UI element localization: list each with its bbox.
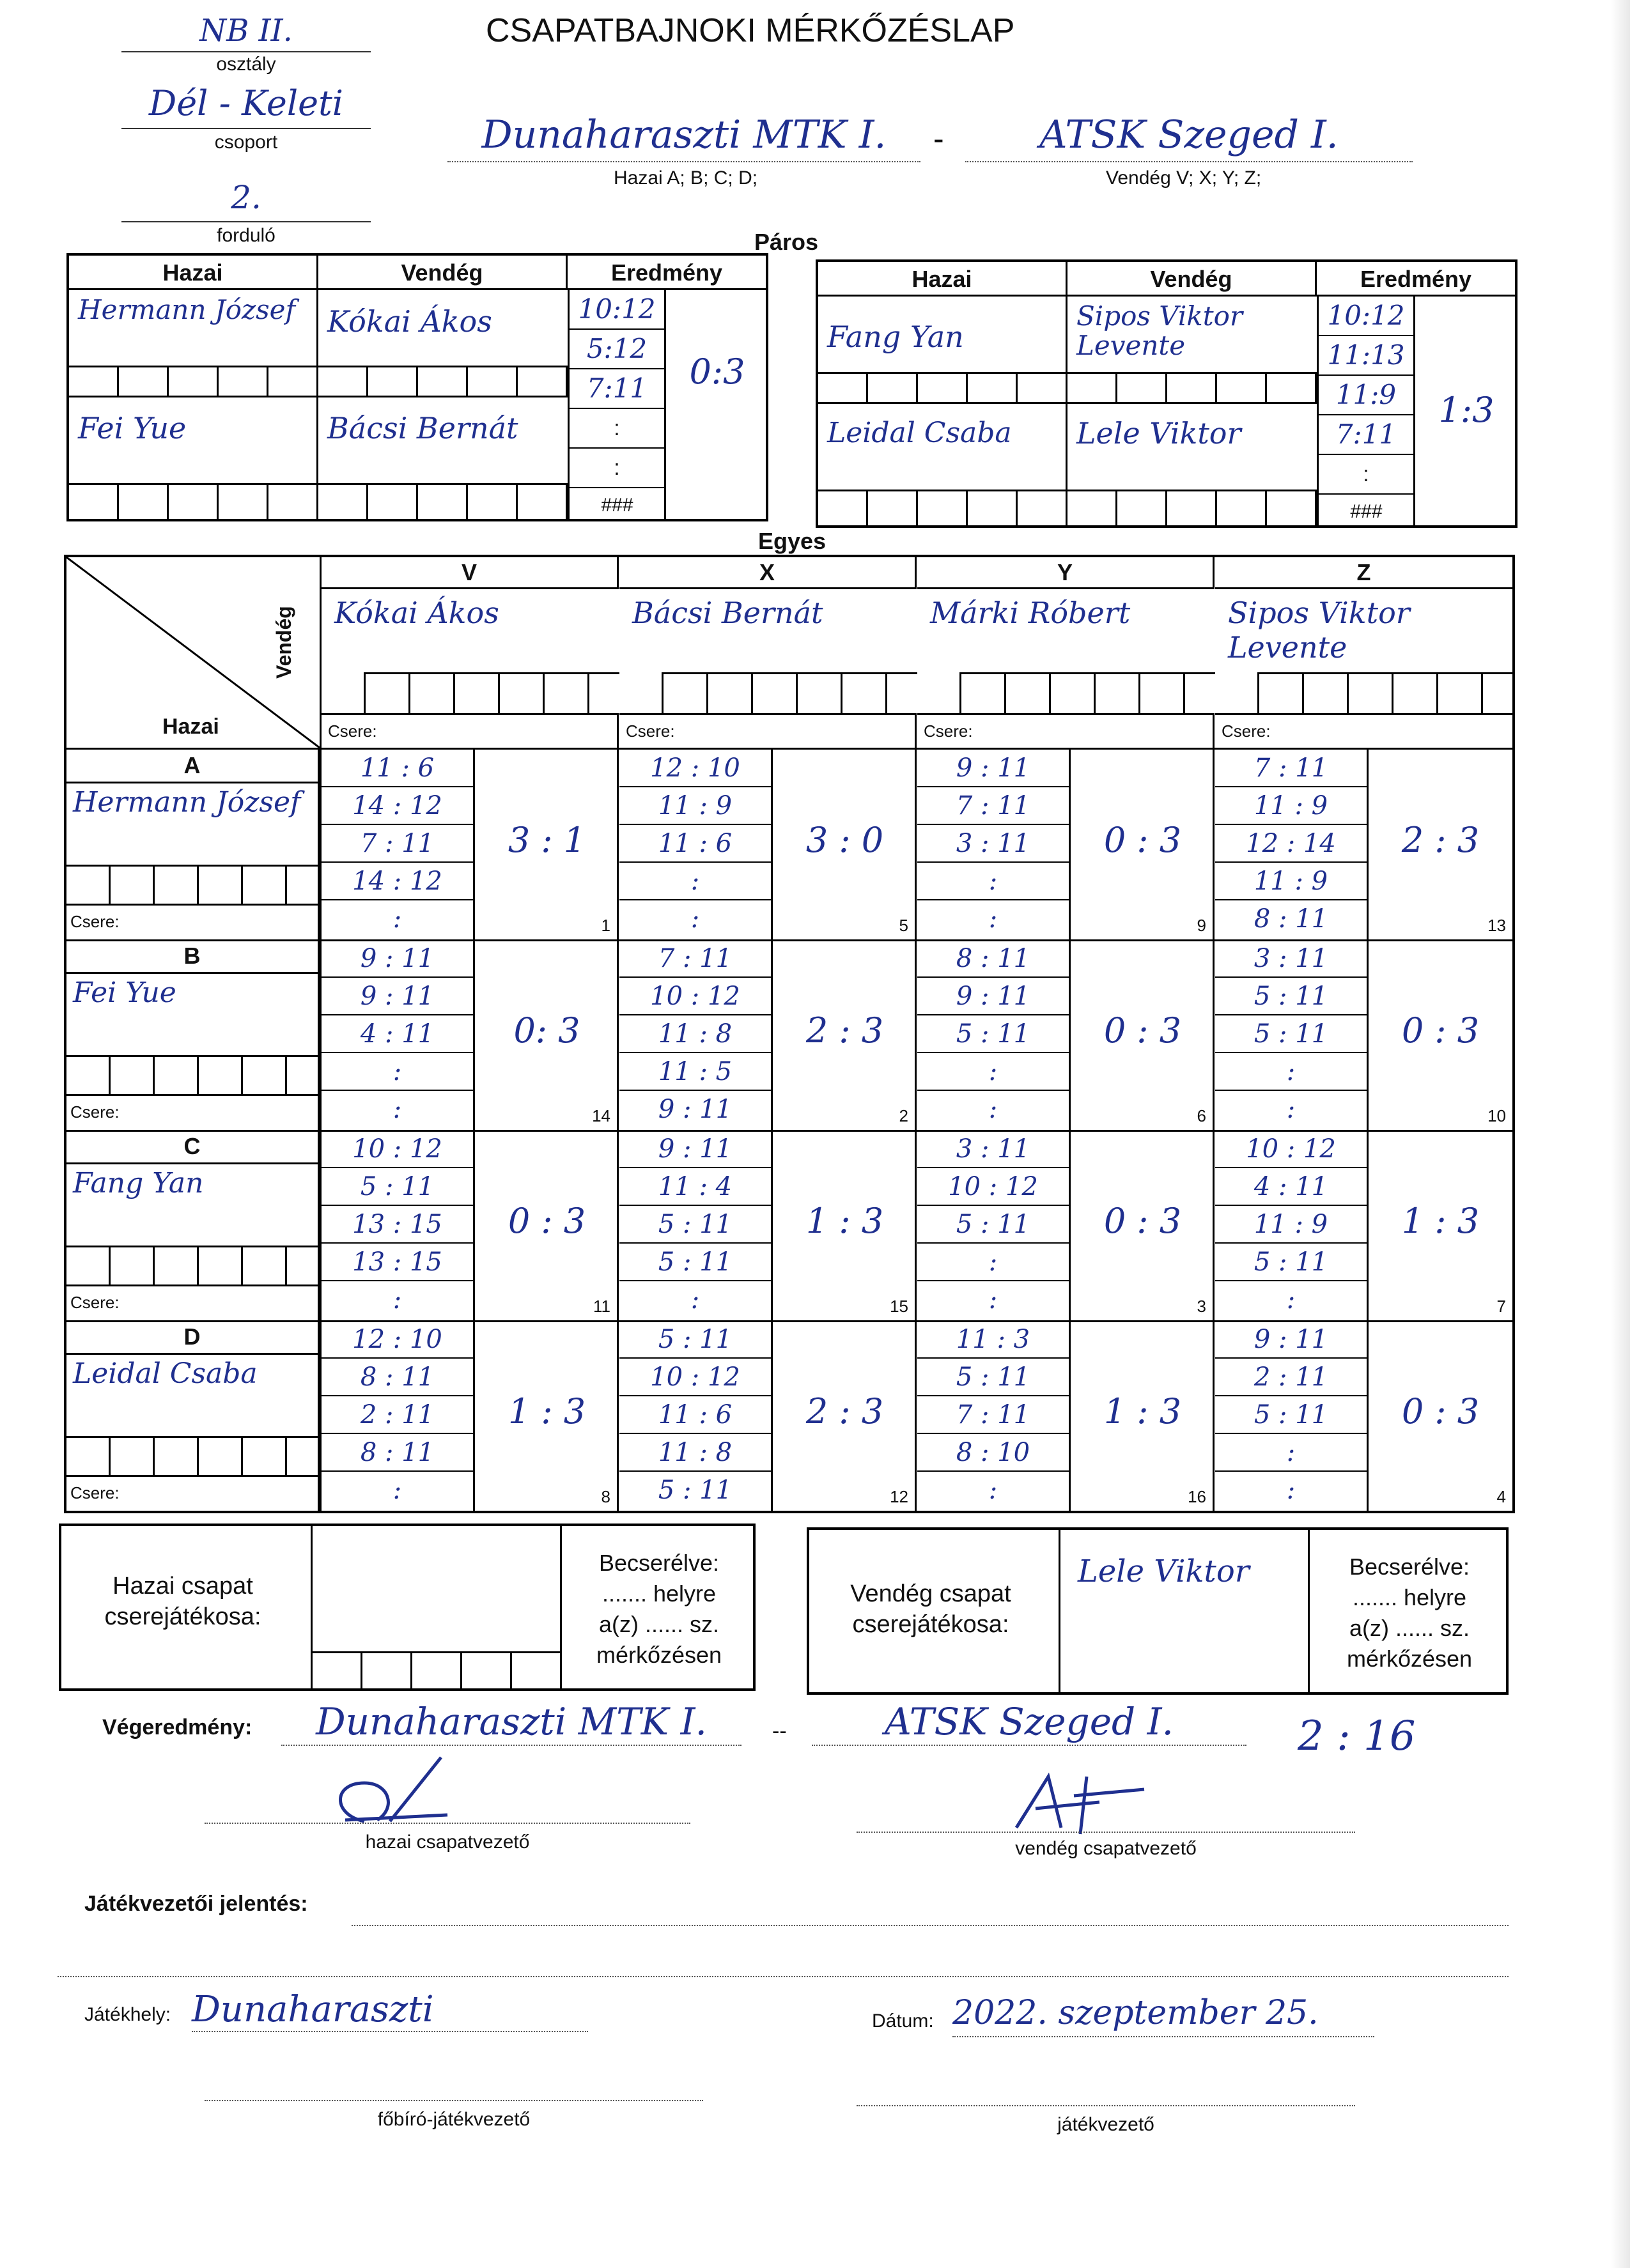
- match-cell: [322, 1321, 619, 1511]
- final-label: Végeredmény:: [102, 1715, 252, 1740]
- team-separator: -: [933, 121, 944, 157]
- set-score: :: [988, 1476, 998, 1505]
- match-result: 0 : 3: [1103, 820, 1182, 860]
- match-number: 6: [1197, 1106, 1206, 1125]
- row-letter: B: [66, 940, 318, 974]
- set-score: 8 : 10: [917, 1434, 1069, 1472]
- doubles-right-home1: Fang Yan: [827, 320, 964, 354]
- home-sub-swapped-1: Becserélve:: [598, 1550, 720, 1576]
- match-result: 0: 3: [513, 1010, 580, 1051]
- set-score: 8 : 11: [1254, 904, 1328, 934]
- match-result: 2 : 3: [805, 1010, 884, 1051]
- set-score: 5 : 11: [917, 1359, 1069, 1396]
- doubles-left-home2: Fei Yue: [78, 411, 187, 445]
- set-score: 8 : 11: [322, 1434, 473, 1472]
- chief-ref-label: főbíró-játékvezető: [377, 2109, 531, 2130]
- set-score: 9 : 11: [322, 940, 473, 978]
- match-number: 4: [1496, 1487, 1506, 1506]
- set-score: 10 : 12: [1215, 1130, 1367, 1168]
- match-cell: [619, 940, 917, 1130]
- doubles-left-set-3: 7:11: [570, 369, 664, 409]
- ref-label: játékvezető: [1057, 2114, 1154, 2135]
- row-license-boxes: [66, 865, 320, 906]
- set-score: 10 : 12: [917, 1168, 1069, 1206]
- row-player-name: Hermann József: [73, 786, 301, 819]
- set-score: 2 : 11: [1215, 1359, 1367, 1396]
- doubles-right-set-3: 11:9: [1319, 376, 1413, 415]
- set-score: 11 : 4: [619, 1168, 771, 1206]
- match-number: 3: [1197, 1297, 1206, 1316]
- set-score: :: [1215, 1434, 1367, 1472]
- home-axis-label: Hazai: [162, 714, 219, 739]
- set-score: 9 : 11: [619, 1130, 771, 1168]
- away-sub-swapped-1: Becserélve:: [1349, 1554, 1470, 1580]
- doubles-left-set-2: 5:12: [570, 330, 664, 369]
- match-result: 1 : 3: [1103, 1391, 1182, 1431]
- set-score: 11 : 5: [619, 1053, 771, 1091]
- set-score: 3 : 11: [917, 825, 1069, 863]
- group-value: Dél - Keleti: [121, 83, 371, 129]
- doubles-right-result: 1:3: [1438, 390, 1494, 430]
- match-number: 7: [1496, 1297, 1506, 1316]
- match-number: 16: [1188, 1487, 1206, 1506]
- row-player-name: Leidal Csaba: [73, 1357, 258, 1390]
- away-sub-swapped-3: a(z) ...... sz.: [1349, 1615, 1470, 1641]
- final-score: 2 : 16: [1298, 1713, 1416, 1760]
- set-score: 3 : 11: [917, 1130, 1069, 1168]
- doubles-left-result: 0:3: [689, 351, 745, 392]
- set-score: 12 : 14: [1215, 825, 1367, 863]
- home-captain-signature-icon: [320, 1745, 460, 1828]
- set-score: 4 : 11: [1215, 1168, 1367, 1206]
- round-value: 2.: [121, 179, 371, 222]
- set-score: 4 : 11: [322, 1015, 473, 1053]
- doubles-right-divider: [1066, 297, 1067, 525]
- row-player-name: Fang Yan: [73, 1167, 204, 1200]
- match-result: 1 : 3: [508, 1391, 586, 1431]
- home-slots-label: Hazai A; B; C; D;: [614, 167, 758, 189]
- column-letter: V: [322, 557, 619, 589]
- match-cell: [917, 750, 1215, 939]
- set-score: 5 : 11: [1215, 978, 1367, 1015]
- doubles-left-set-1: 10:12: [570, 290, 664, 330]
- doubles-left-hash: ###: [600, 495, 633, 516]
- set-score: :: [392, 1095, 402, 1124]
- home-sub-label: Hazai csapat cserejátékosa:: [104, 1573, 261, 1630]
- row-d: [66, 1321, 1512, 1511]
- set-score: 9 : 11: [917, 750, 1069, 787]
- away-captain-signature-icon: [1010, 1764, 1151, 1840]
- doubles-right-license-row1: [818, 372, 1317, 404]
- away-sub-label: Vendég csapat cserejátékosa:: [850, 1580, 1011, 1638]
- class-value: NB II.: [121, 13, 371, 52]
- match-number: 5: [899, 916, 908, 935]
- row-letter: A: [66, 750, 318, 783]
- set-score: 5 : 11: [658, 1476, 733, 1505]
- set-score: 5 : 11: [917, 1015, 1069, 1053]
- set-score: 9 : 11: [322, 978, 473, 1015]
- set-score: 8 : 11: [917, 940, 1069, 978]
- report-line-1[interactable]: [352, 1924, 1509, 1926]
- set-score: 7 : 11: [322, 825, 473, 863]
- match-number: 2: [899, 1106, 908, 1125]
- match-number: 14: [592, 1106, 610, 1125]
- home-team-name: Dunaharaszti MTK I.: [447, 112, 920, 162]
- home-sub-swapped: [566, 1548, 752, 1670]
- match-number: 8: [601, 1487, 610, 1506]
- set-score: 11 : 6: [619, 825, 771, 863]
- set-score: 9 : 11: [1215, 1321, 1367, 1359]
- class-label: osztály: [216, 54, 276, 75]
- row-player-name: Fei Yue: [73, 976, 176, 1009]
- set-score: :: [690, 904, 700, 934]
- doubles-right-col-home: Hazai: [818, 262, 1067, 297]
- set-score: 7 : 11: [917, 787, 1069, 825]
- match-result: 0 : 3: [1103, 1201, 1182, 1241]
- group-label: csoport: [214, 132, 278, 153]
- set-score: :: [1286, 1476, 1296, 1505]
- set-score: 13 : 15: [322, 1206, 473, 1244]
- home-sub-license: [313, 1651, 560, 1688]
- row-a: [66, 750, 1512, 939]
- set-score: :: [392, 1476, 402, 1505]
- match-number: 11: [593, 1297, 610, 1316]
- row-license-boxes: [66, 1246, 320, 1286]
- set-score: 5 : 11: [619, 1321, 771, 1359]
- home-captain-label: hazai csapatvezető: [365, 1832, 530, 1853]
- match-result: 2 : 3: [805, 1391, 884, 1431]
- row-license-boxes: [66, 1055, 320, 1096]
- doubles-right-home2: Leidal Csaba: [827, 417, 1012, 449]
- doubles-left-set-5: :: [570, 449, 664, 488]
- match-result: 0 : 3: [508, 1201, 586, 1241]
- row-csere: Csere:: [70, 1293, 120, 1312]
- doubles-left-set-4: :: [570, 409, 664, 449]
- row-b: [66, 940, 1512, 1130]
- doubles-right-sets: [1317, 297, 1415, 525]
- away-sub-swapped: [1314, 1552, 1505, 1674]
- column-letter: Z: [1215, 557, 1512, 589]
- doubles-left-sets: [568, 290, 666, 519]
- match-cell: [619, 1130, 917, 1320]
- set-score: :: [392, 904, 402, 934]
- column-csere: Csere:: [619, 713, 917, 748]
- set-score: :: [1286, 1285, 1296, 1315]
- singles-title: Egyes: [758, 528, 827, 554]
- away-captain-label: vendég csapatvezető: [1015, 1838, 1197, 1859]
- set-score: :: [619, 863, 771, 900]
- set-score: 5 : 11: [1215, 1244, 1367, 1281]
- row-csere: Csere:: [70, 1102, 120, 1122]
- set-score: 9 : 11: [658, 1095, 733, 1124]
- column-license-boxes: [959, 672, 1215, 713]
- set-score: 5 : 11: [917, 1206, 1069, 1244]
- doubles-right-set-5: :: [1319, 455, 1413, 495]
- set-score: :: [917, 1244, 1069, 1281]
- set-score: 11 : 9: [619, 787, 771, 825]
- home-sub-box: [59, 1524, 756, 1691]
- column-v: [322, 557, 619, 748]
- doubles-right-away1: Sipos Viktor Levente: [1076, 300, 1243, 361]
- report-label: Játékvezetői jelentés:: [84, 1892, 308, 1916]
- row-letter: D: [66, 1321, 318, 1355]
- home-sub-swapped-3: a(z) ...... sz.: [598, 1611, 719, 1637]
- scan-edge: [1611, 0, 1630, 2268]
- set-score: 10 : 12: [619, 978, 771, 1015]
- column-player-name: Bácsi Bernát: [632, 596, 823, 630]
- set-score: 11 : 6: [619, 1396, 771, 1434]
- singles-column-headers: [322, 557, 1512, 748]
- doubles-right-set-2: 11:13: [1319, 336, 1413, 376]
- set-score: 2 : 11: [322, 1396, 473, 1434]
- doubles-right-col-result: Eredmény: [1317, 262, 1515, 297]
- set-score: 12 : 10: [322, 1321, 473, 1359]
- set-score: 11 : 9: [1215, 787, 1367, 825]
- column-csere: Csere:: [1215, 713, 1512, 748]
- set-score: :: [988, 1285, 998, 1315]
- column-license-boxes: [364, 672, 619, 713]
- away-sub-box: [807, 1527, 1509, 1695]
- home-sub-swapped-2: ....... helyre: [602, 1580, 717, 1607]
- set-score: 11 : 6: [322, 750, 473, 787]
- row-csere: Csere:: [70, 1483, 120, 1502]
- final-away: ATSK Szeged I.: [812, 1700, 1246, 1746]
- doubles-right-table: [816, 259, 1517, 528]
- column-csere: Csere:: [322, 713, 619, 748]
- set-score: 7 : 11: [619, 940, 771, 978]
- chief-ref-line: [205, 2099, 703, 2101]
- set-score: :: [988, 1095, 998, 1124]
- match-cell: [322, 940, 619, 1130]
- set-score: 14 : 12: [322, 863, 473, 900]
- singles-rows: [66, 750, 1512, 1511]
- match-cell: [917, 940, 1215, 1130]
- doubles-right-set-1: 10:12: [1319, 297, 1413, 336]
- away-team-name: ATSK Szeged I.: [965, 112, 1413, 162]
- set-score: 12 : 10: [619, 750, 771, 787]
- doubles-right-col-away: Vendég: [1067, 262, 1317, 297]
- match-cell: [619, 1321, 917, 1511]
- set-score: 9 : 11: [917, 978, 1069, 1015]
- match-result: 0 : 3: [1103, 1010, 1182, 1051]
- match-cell: [917, 1321, 1215, 1511]
- set-score: 11 : 3: [917, 1321, 1069, 1359]
- match-cell: [1215, 940, 1512, 1130]
- set-score: 14 : 12: [322, 787, 473, 825]
- match-cell: [619, 750, 917, 939]
- doubles-title: Páros: [754, 229, 819, 255]
- match-number: 15: [890, 1297, 908, 1316]
- match-cell: [1215, 750, 1512, 939]
- set-score: 10 : 12: [619, 1359, 771, 1396]
- home-captain-line: [205, 1821, 690, 1824]
- match-number: 9: [1197, 916, 1206, 935]
- column-license-boxes: [662, 672, 917, 713]
- set-score: :: [917, 863, 1069, 900]
- match-result: 0 : 3: [1401, 1391, 1480, 1431]
- set-score: 11 : 8: [619, 1434, 771, 1472]
- match-result: 0 : 3: [1401, 1010, 1480, 1051]
- set-score: :: [1286, 1095, 1296, 1124]
- doubles-left-license-row2: [69, 483, 568, 519]
- away-sub-div2: [1308, 1530, 1310, 1692]
- doubles-right-license-row2: [818, 490, 1317, 525]
- doubles-left-col-home: Hazai: [69, 256, 318, 290]
- venue-value: Dunaharaszti: [192, 1989, 588, 2032]
- match-cell: [1215, 1130, 1512, 1320]
- date-value: 2022. szeptember 25.: [952, 1994, 1374, 2037]
- home-sub-swapped-4: mérkőzésen: [596, 1642, 722, 1668]
- final-separator: --: [772, 1719, 787, 1743]
- match-result: 1 : 3: [1401, 1201, 1480, 1241]
- match-number: 13: [1487, 916, 1506, 935]
- set-score: 7 : 11: [917, 1396, 1069, 1434]
- column-z: [1215, 557, 1512, 748]
- row-letter: C: [66, 1130, 318, 1164]
- set-score: :: [917, 1053, 1069, 1091]
- away-sub-swapped-4: mérkőzésen: [1346, 1646, 1473, 1672]
- set-score: 13 : 15: [322, 1244, 473, 1281]
- set-score: :: [690, 1285, 700, 1315]
- doubles-right-hash: ###: [1349, 501, 1383, 522]
- set-score: :: [322, 1053, 473, 1091]
- date-label: Dátum:: [872, 2010, 934, 2032]
- set-score: 11 : 9: [1215, 1206, 1367, 1244]
- column-player-name: Kókai Ákos: [334, 596, 499, 630]
- doubles-left-table: [66, 253, 768, 521]
- column-letter: X: [619, 557, 917, 589]
- away-sub-value: Lele Viktor: [1078, 1554, 1250, 1589]
- away-axis-label: Vendég: [272, 606, 295, 679]
- set-score: 7 : 11: [1215, 750, 1367, 787]
- match-result: 2 : 3: [1401, 820, 1480, 860]
- set-score: 5 : 11: [1215, 1396, 1367, 1434]
- set-score: 10 : 12: [322, 1130, 473, 1168]
- column-letter: Y: [917, 557, 1215, 589]
- match-cell: [1215, 1321, 1512, 1511]
- doubles-left-away2: Bácsi Bernát: [327, 411, 518, 445]
- set-score: 8 : 11: [322, 1359, 473, 1396]
- column-x: [619, 557, 917, 748]
- row-c: [66, 1130, 1512, 1320]
- set-score: :: [1215, 1053, 1367, 1091]
- away-captain-line: [857, 1830, 1355, 1833]
- venue-label: Játékhely:: [84, 2004, 171, 2025]
- match-cell: [322, 1130, 619, 1320]
- match-number: 1: [601, 916, 610, 935]
- set-score: 3 : 11: [1215, 940, 1367, 978]
- match-result: 1 : 3: [805, 1201, 884, 1241]
- page-title: CSAPATBAJNOKI MÉRKŐZÉSLAP: [486, 12, 1015, 49]
- match-number: 10: [1487, 1106, 1506, 1125]
- column-csere: Csere:: [917, 713, 1215, 748]
- match-cell: [917, 1130, 1215, 1320]
- final-home: Dunaharaszti MTK I.: [281, 1700, 741, 1746]
- match-cell: [322, 750, 619, 939]
- ref-line: [857, 2104, 1355, 2106]
- match-number: 12: [890, 1487, 908, 1506]
- singles-table: [64, 555, 1515, 1513]
- home-sub-div2: [560, 1526, 562, 1688]
- report-line-2[interactable]: [58, 1975, 1509, 1977]
- away-slots-label: Vendég V; X; Y; Z;: [1106, 167, 1262, 189]
- doubles-left-col-result: Eredmény: [568, 256, 766, 290]
- set-score: :: [392, 1285, 402, 1315]
- doubles-left-home1: Hermann József: [78, 294, 296, 325]
- doubles-right-set-4: 7:11: [1319, 415, 1413, 455]
- set-score: 5 : 11: [619, 1206, 771, 1244]
- doubles-left-away1: Kókai Ákos: [327, 304, 492, 339]
- match-result: 3 : 1: [508, 820, 586, 860]
- row-csere: Csere:: [70, 912, 120, 931]
- set-score: 11 : 9: [1215, 863, 1367, 900]
- set-score: 5 : 11: [322, 1168, 473, 1206]
- round-label: forduló: [217, 225, 276, 246]
- set-score: :: [988, 904, 998, 934]
- away-sub-swapped-2: ....... helyre: [1352, 1584, 1467, 1610]
- set-score: 5 : 11: [1215, 1015, 1367, 1053]
- doubles-right-away2: Lele Viktor: [1076, 416, 1241, 451]
- away-sub-div1: [1059, 1530, 1060, 1692]
- column-player-name: Sipos Viktor Levente: [1228, 596, 1410, 665]
- column-license-boxes: [1257, 672, 1513, 713]
- doubles-left-divider: [316, 290, 318, 519]
- column-player-name: Márki Róbert: [930, 596, 1131, 630]
- column-y: [917, 557, 1215, 748]
- row-license-boxes: [66, 1436, 320, 1477]
- set-score: 11 : 8: [619, 1015, 771, 1053]
- doubles-left-col-away: Vendég: [318, 256, 568, 290]
- match-result: 3 : 0: [805, 820, 884, 860]
- set-score: 5 : 11: [619, 1244, 771, 1281]
- doubles-left-license-row1: [69, 366, 568, 397]
